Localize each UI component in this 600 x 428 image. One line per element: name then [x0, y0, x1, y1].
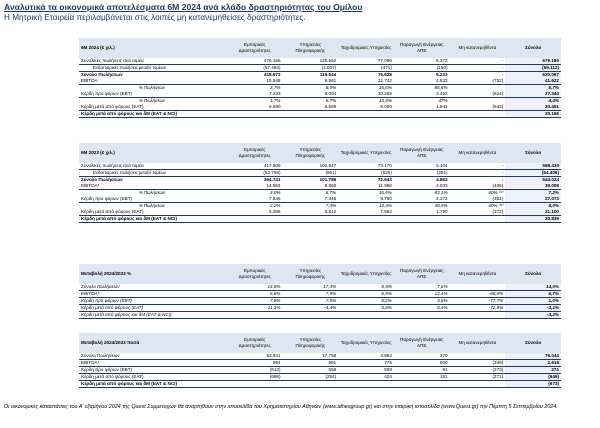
cell-value: 5.223 — [394, 72, 450, 79]
column-header: Παραγωγή Ενέργειας ΑΠΕ — [394, 38, 450, 58]
cell-value: 7,3% — [325, 203, 337, 208]
cell-value: 364.741 — [227, 177, 283, 184]
cell-value: 620.067 — [505, 72, 561, 79]
cell-value: 83,1% — [434, 190, 448, 195]
cell-value — [394, 312, 450, 319]
cell-value: 5.559 — [283, 104, 339, 111]
cell-value: 2,2% — [270, 203, 281, 208]
row-label: EBITDA* — [79, 360, 227, 367]
row-label: Κέρδη προ φόρων (EBT) — [79, 298, 227, 305]
cell-value: 4,0% — [270, 190, 281, 195]
cell-value: (471) — [381, 65, 392, 70]
cell-value: 558 — [283, 367, 339, 374]
column-header: Ταχυδρομικές Υπηρεσίες — [338, 143, 394, 163]
cell-value: 3,7% — [270, 85, 281, 90]
cell-value: 418.672 — [227, 72, 283, 79]
column-header: Υπηρεσίες Πληροφορικής — [283, 264, 339, 284]
cell-value: 508 — [338, 367, 394, 374]
cell-value: 39.008 — [505, 183, 561, 190]
cell-value: 12.742 — [338, 78, 394, 85]
cell-value: 4.533 — [394, 78, 450, 85]
table-row — [79, 170, 561, 177]
change-amount-table — [79, 333, 561, 388]
cell-value: 4.033 — [394, 183, 450, 190]
cell-value: 598.430 — [505, 163, 561, 170]
cell-value — [283, 312, 339, 319]
cell-value: -7,8% — [227, 298, 283, 305]
financial-table — [79, 333, 561, 388]
results-table-6m-2024 — [79, 38, 561, 118]
row-label: Σύνολο Πωλήσεων — [79, 177, 227, 184]
cell-value: 6,5% — [338, 291, 394, 298]
cell-value: 6,7% — [325, 98, 337, 103]
row-label: Κέρδη μετά από φόρους (ΕΑΤ) — [79, 305, 227, 312]
cell-value: (345) — [450, 360, 506, 367]
cell-value: 8.860 — [283, 183, 339, 190]
cell-value — [338, 216, 394, 223]
cell-value — [394, 216, 450, 223]
cell-value: -11,1% — [227, 305, 283, 312]
column-header: Σύνολο — [505, 38, 561, 58]
table-header-period: Μεταβολή 2024/2023 % — [79, 264, 227, 284]
cell-value: -4,4% — [283, 305, 339, 312]
column-header: Μη κατανεμηθέντα — [450, 38, 506, 58]
cell-value: 8,0% — [325, 85, 337, 90]
cell-value: -3,1% — [505, 305, 561, 312]
cell-value: 40% ⁽ᶦᵛ⁾ — [488, 190, 504, 195]
cell-value: 1,7% — [270, 98, 281, 103]
cell-value: 101.786 — [283, 177, 339, 184]
cell-value: (254) — [283, 374, 339, 381]
cell-value: - — [450, 58, 506, 65]
cell-value: 10.269 — [338, 91, 394, 98]
column-header: Εμπορικές Δραστηριότητες — [227, 38, 283, 58]
cell-value: 17,4% — [283, 284, 339, 291]
cell-value: - — [450, 177, 506, 184]
cell-value: 417.508 — [227, 163, 283, 170]
financial-table — [79, 38, 561, 118]
financial-table — [79, 264, 561, 319]
cell-value: 271 — [505, 367, 561, 374]
financial-table — [79, 143, 561, 223]
cell-value: (251) — [436, 170, 448, 175]
cell-value: 8.004 — [283, 91, 339, 98]
cell-value: (643) — [450, 104, 506, 111]
cell-value: 27.073 — [505, 196, 561, 203]
cell-value: (271) — [450, 374, 506, 381]
cell-value: 15.548 — [227, 78, 283, 85]
cell-value: 7.446 — [283, 196, 339, 203]
cell-value: 14,8% — [227, 284, 283, 291]
cell-value: 16,6% — [378, 85, 392, 90]
cell-value: 20.839 — [505, 216, 561, 223]
cell-value: 500 — [394, 360, 450, 367]
column-header: Εμπορικές Δραστηριότητες — [227, 264, 283, 284]
footnote: Οι οικονομικές καταστάσεις του Α' εξαμήνου 2024 της Quest Συμμετοχών θα αναρτηθούν στην ιστοσελίδα του Χρηματιστηρίου Αθηνών (www.athexgroup.gr) και στην εταιρική ιστοσελίδα (www.Quest.gr) την Πέμπτη 5 Σεπτεμβρίου 2024. — [4, 404, 558, 410]
row-label: Κέρδη μετά από φόρους και δΜ (EAT & NCI) — [79, 381, 227, 388]
table-header-period: Μεταβολή 2024/2023 ποσά — [79, 333, 227, 353]
column-header: Ταχυδρομικές Υπηρεσίες — [338, 38, 394, 58]
cell-value — [283, 216, 339, 223]
row-label: Κέρδη μετά από φόρους (ΕΑΤ) — [79, 209, 227, 216]
table-row — [79, 381, 561, 388]
cell-value: 76.044 — [505, 353, 561, 360]
cell-value: (273) — [450, 367, 506, 374]
cell-value — [227, 216, 283, 223]
cell-value: 4,4% — [505, 98, 561, 105]
column-header: Υπηρεσίες Πληροφορικής — [283, 143, 339, 163]
cell-value: 27.344 — [505, 91, 561, 98]
cell-value: 3,8% — [394, 298, 450, 305]
cell-value: 1,0% — [505, 298, 561, 305]
cell-value: (752) — [450, 78, 506, 85]
cell-value — [227, 312, 283, 319]
cell-value: 72.643 — [338, 177, 394, 184]
cell-value: 424 — [338, 374, 394, 381]
cell-value: 13,4% — [378, 203, 392, 208]
cell-value: 476.156 — [227, 58, 283, 65]
cell-value: 151 — [394, 374, 450, 381]
cell-value: 40% ⁽ᶦᵛ⁾ — [488, 203, 504, 208]
row-label: Σύνολο Πωλήσεων — [79, 284, 227, 291]
cell-value: 41.622 — [505, 78, 561, 85]
row-label: Κέρδη προ φόρων (EBT) — [79, 367, 227, 374]
cell-value: 3.984 — [338, 353, 394, 360]
cell-value — [450, 216, 506, 223]
cell-value: 5,5% — [338, 284, 394, 291]
row-label: EBITDA — [79, 78, 227, 85]
cell-value: 7.233 — [227, 91, 283, 98]
cell-value: 7,6% — [394, 284, 450, 291]
table-row — [79, 65, 561, 72]
table-row — [79, 312, 561, 319]
row-label: Συνολικές πωλήσεις ανά τομέα — [79, 58, 227, 65]
cell-value — [394, 381, 450, 388]
cell-value — [283, 111, 339, 118]
cell-value: -3,2% — [505, 312, 561, 319]
cell-value: - — [450, 72, 506, 79]
table-header-row — [79, 143, 561, 163]
row-label: Κέρδη προ φόρων (EBT) — [79, 91, 227, 98]
page-title: Αναλυτικά τα οικονομικά αποτελέσματα 6Μ 2024 ανά κλάδο δραστηριότητας του Ομίλου — [4, 2, 363, 12]
cell-value: 7,5% — [283, 298, 339, 305]
cell-value: 14,0% — [505, 284, 561, 291]
column-header: Σύνολο — [505, 264, 561, 284]
column-header: Εμπορικές Δραστηριότητες — [227, 143, 283, 163]
cell-value: 5.812 — [283, 209, 339, 216]
cell-value: 5,2% — [338, 298, 394, 305]
cell-value: (59.112) — [505, 65, 561, 72]
row-label: Κέρδη μετά από φόρους (ΕΑΤ) — [79, 374, 227, 381]
column-header: Παραγωγή Ενέργειας ΑΠΕ — [394, 333, 450, 353]
column-header: Ταχυδρομικές Υπηρεσίες — [338, 264, 394, 284]
cell-value: 6,8% — [227, 291, 283, 298]
table-header-row — [79, 38, 561, 58]
column-header: Μη κατανεμηθέντα — [450, 143, 506, 163]
cell-value — [227, 111, 283, 118]
table-header-row — [79, 264, 561, 284]
cell-value: 7.582 — [338, 209, 394, 216]
row-label: Σύνολο Πωλήσεων — [79, 72, 227, 79]
cell-value: 73.170 — [338, 163, 394, 170]
cell-value: 6,7% — [505, 291, 561, 298]
cell-value: -77,7% — [450, 298, 506, 305]
cell-value: (57.484) — [263, 65, 281, 70]
cell-value: 119.544 — [283, 72, 339, 79]
cell-value: (52.768) — [263, 170, 281, 175]
cell-value — [338, 381, 394, 388]
cell-value: 53.931 — [227, 353, 283, 360]
cell-value — [450, 312, 506, 319]
cell-value — [338, 111, 394, 118]
cell-value: 91 — [394, 367, 450, 374]
change-percent-table — [79, 264, 561, 319]
row-label: Κέρδη μετά από φόρους και δΜ (EAT & NCI) — [79, 111, 227, 118]
column-header: Παραγωγή Ενέργειας ΑΠΕ — [394, 143, 450, 163]
cell-value: 5,0% — [505, 203, 561, 210]
row-label: Κέρδη προ φόρων (EBT) — [79, 196, 227, 203]
cell-value — [338, 312, 394, 319]
row-label: Ενδοεταιρικές πωλήσεις μεταξύ τομέων — [93, 65, 167, 70]
cell-value — [450, 111, 506, 118]
cell-value: 13,4% — [378, 98, 392, 103]
cell-value: (372) — [450, 209, 506, 216]
cell-value: 47% — [438, 98, 448, 103]
cell-value: 4.853 — [394, 177, 450, 184]
row-label: EBITDA* — [79, 183, 227, 190]
row-label: % Πωλήσεων — [139, 203, 165, 208]
cell-value: 6.288 — [227, 209, 283, 216]
column-header: Μη κατανεμηθέντα — [450, 333, 506, 353]
cell-value: 120.552 — [283, 58, 339, 65]
cell-value: 8,4% — [394, 305, 450, 312]
column-header: Εμπορικές Δραστηριότητες — [227, 333, 283, 353]
cell-value: 77.099 — [338, 58, 394, 65]
cell-value: 12,4% — [394, 291, 450, 298]
table-row — [79, 305, 561, 312]
cell-value: 7,2% — [505, 190, 561, 197]
cell-value: 5,6% — [338, 305, 394, 312]
column-header: Σύνολο — [505, 143, 561, 163]
row-label: % Πωλήσεων — [139, 85, 165, 90]
cell-value: (613) — [227, 367, 283, 374]
column-header: Ταχυδρομικές Υπηρεσίες — [338, 333, 394, 353]
column-header: Σύνολο — [505, 333, 561, 353]
cell-value — [227, 381, 283, 388]
cell-value: 9.561 — [283, 78, 339, 85]
cell-value: 2.372 — [394, 196, 450, 203]
column-header: Παραγωγή Ενέργειας ΑΠΕ — [394, 264, 450, 284]
cell-value: 6,7% — [505, 85, 561, 92]
cell-value: 16,5% — [378, 190, 392, 195]
table-row — [79, 360, 561, 367]
cell-value: 1.790 — [394, 209, 450, 216]
row-label: Σύνολο Πωλήσεων — [79, 353, 227, 360]
cell-value: 9.760 — [338, 196, 394, 203]
cell-value: 5.373 — [394, 58, 450, 65]
column-header: Υπηρεσίες Πληροφορικής — [283, 38, 339, 58]
cell-value: (54.406) — [505, 170, 561, 177]
cell-value: 5.590 — [227, 104, 283, 111]
cell-value — [394, 111, 450, 118]
cell-value: 8,7% — [325, 190, 337, 195]
row-label: Ενδοεταιρικές πωλήσεις μεταξύ τομέων — [93, 170, 167, 175]
row-label: Συνολικές πωλήσεις ανά τομέα — [79, 163, 227, 170]
cell-value: - — [450, 163, 506, 170]
table-row — [79, 216, 561, 223]
cell-value: 21.100 — [505, 209, 561, 216]
column-header: Υπηρεσίες Πληροφορικής — [283, 333, 339, 353]
cell-value: (673) — [505, 381, 561, 388]
row-label: % Πωλήσεων — [139, 190, 165, 195]
cell-value — [450, 381, 506, 388]
cell-value: 994 — [227, 360, 283, 367]
table-row — [79, 367, 561, 374]
cell-value: -72,8% — [450, 305, 506, 312]
row-label: Κέρδη μετά από φόρους (ΕΑΤ) — [79, 104, 227, 111]
table-row — [79, 291, 561, 298]
cell-value: 5.104 — [394, 163, 450, 170]
cell-value: 1.941 — [394, 104, 450, 111]
cell-value: 102.647 — [283, 163, 339, 170]
cell-value: (406) — [450, 183, 506, 190]
cell-value: (649) — [505, 374, 561, 381]
cell-value: 2.462 — [394, 91, 450, 98]
cell-value — [283, 381, 339, 388]
cell-value: 775 — [338, 360, 394, 367]
cell-value: 7.846 — [227, 196, 283, 203]
cell-value: 2.615 — [505, 360, 561, 367]
cell-value: 11.968 — [338, 183, 394, 190]
cell-value: 17.758 — [283, 353, 339, 360]
cell-value: -85,0% — [450, 291, 506, 298]
page-subtitle: Η Μητρική Εταιρεία περιλαμβάνεται στις λοιπές μη κατανεμηθείσες δραστηριότητες. — [4, 13, 306, 22]
cell-value: 20.451 — [505, 104, 561, 111]
cell-value: 20.166 — [505, 111, 561, 118]
table-row — [79, 111, 561, 118]
cell-value: (861) — [325, 170, 337, 175]
row-label: % Πωλήσεων — [139, 98, 165, 103]
cell-value: (624) — [450, 91, 506, 98]
cell-value: (351) — [450, 196, 506, 203]
row-label: EBITDA* — [79, 291, 227, 298]
table-header-period: 6Μ 2023 (€ χιλ.) — [79, 143, 227, 163]
row-label: Κέρδη μετά από φόρους και δΜ (EAT & NCI) — [79, 312, 227, 319]
cell-value: 544.024 — [505, 177, 561, 184]
cell-value: 691 — [283, 360, 339, 367]
column-header: Μη κατανεμηθέντα — [450, 264, 506, 284]
cell-value: 370 — [394, 353, 450, 360]
cell-value: 48,9% — [434, 203, 448, 208]
cell-value: (1.007) — [321, 65, 337, 70]
row-label: Κέρδη μετά από φόρους και δΜ (EAT & NCI) — [79, 216, 227, 223]
cell-value: 679.180 — [505, 58, 561, 65]
table-header-period: 6Μ 2024 (€ χιλ.) — [79, 38, 227, 58]
cell-value: 86,8% — [434, 85, 448, 90]
cell-value: 8.005 — [338, 104, 394, 111]
table-row — [79, 298, 561, 305]
table-header-row — [79, 333, 561, 353]
results-table-6m-2023 — [79, 143, 561, 223]
cell-value: (150) — [436, 65, 448, 70]
cell-value: 14.553 — [227, 183, 283, 190]
cell-value: - — [501, 170, 504, 175]
cell-value: - — [501, 65, 504, 70]
cell-value: (698) — [227, 374, 283, 381]
cell-value: (526) — [381, 170, 392, 175]
cell-value: 7,9% — [283, 291, 339, 298]
cell-value: 76.628 — [338, 72, 394, 79]
table-row — [79, 374, 561, 381]
